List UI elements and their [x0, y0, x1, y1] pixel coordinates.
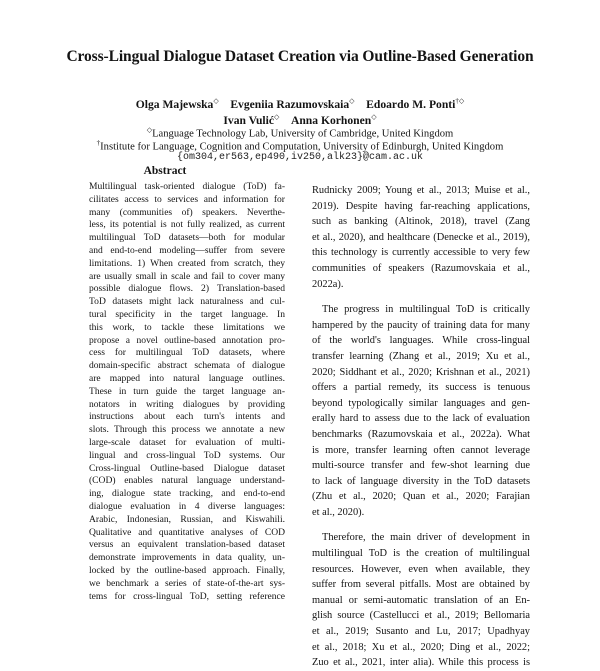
body-line: (Zhu et al., 2020; Quan et al., 2020; Farajian	[312, 491, 530, 503]
body-line: beyond typologically similar languages and gen-	[312, 397, 530, 409]
abstract-line: cess for multilingual ToD datasets, where	[89, 347, 285, 359]
body-line: manual or semi-automatic translation of an En-	[312, 594, 530, 606]
author-name: Olga Majewska	[135, 97, 214, 111]
body-line: resources. However, even when available, they	[312, 563, 530, 575]
body-line: 2022a).	[312, 278, 344, 290]
paragraph-gap	[312, 520, 530, 530]
abstract-line: (COD) enables natural language understand-	[89, 475, 285, 487]
body-paragraph	[312, 183, 530, 292]
abstract-line: large-scale dataset for evaluation of multi-	[89, 436, 285, 448]
author-line-2	[0, 113, 600, 127]
body-paragraph	[312, 530, 530, 670]
abstract-line: demonstrate improvements in data quality, un-	[89, 552, 285, 564]
abstract-line: lingual and cross-lingual ToD systems. Our	[89, 449, 285, 461]
affiliation-2	[0, 139, 600, 153]
body-line: of the world's languages. While cross-lingual	[312, 335, 530, 347]
abstract-line: possible dialogue flows. 2) Translation-based	[89, 283, 285, 295]
body-line: such as banking (Altinok, 2018), travel (Zang	[312, 216, 530, 228]
affiliation-mark: †	[96, 139, 101, 147]
abstract-line: Multilingual task-oriented dialogue (ToD) fa-	[89, 181, 285, 192]
abstract-line: dialogue evaluation in 4 diverse languages:	[89, 500, 285, 512]
body-paragraph	[312, 302, 530, 520]
body-line: et al., 2020), and healthcare (Denecke et al., 2019),	[312, 231, 530, 243]
body-line: to lack of language diversity in the ToD datasets	[312, 475, 530, 487]
body-line: communities of speakers (Razumovskaia et al.,	[312, 262, 530, 274]
paper-title: Cross-Lingual Dialogue Dataset Creation via Outline-Based Generation	[66, 48, 534, 65]
abstract-line: we benchmark a series of state-of-the-art sys-	[89, 577, 285, 589]
author-mark: ◇	[274, 113, 280, 121]
affiliation-text: Institute for Language, Cognition and Computation, University of Edinburgh, United Kingdom	[100, 141, 504, 153]
abstract-heading: Abstract	[143, 165, 187, 177]
abstract-line: notators in writing dialogues by providing	[89, 398, 285, 410]
author-mark: †◇	[455, 97, 465, 105]
body-line: The progress in multilingual ToD is critically	[322, 304, 530, 316]
author-mark: ◇	[371, 113, 377, 121]
abstract-line: limitations. 1) When created from scratch, they	[89, 257, 285, 269]
abstract-line: locked by the outline-based approach. Finally,	[89, 564, 285, 576]
abstract-line: domain-specific abstract schemata of dialogue	[89, 360, 285, 372]
abstract-line: propose a novel outline-based annotation pro-	[89, 334, 285, 346]
body-line: et al., 2018; Xu et al., 2020; Ding et al., 2022;	[312, 641, 530, 653]
affiliation-mark: ◇	[146, 126, 153, 134]
body-line: 2020; Siddhant et al., 2020; Krishnan et al., 2021)	[312, 366, 530, 378]
abstract-line: less, its potential is not fully realized, as current	[89, 219, 285, 231]
abstract-line: Cross-lingual Outline-based Dialogue dataset	[89, 462, 285, 474]
abstract-line: These in turn guide the target language an-	[89, 385, 285, 397]
author-emails: {om304,er563,ep490,iv250,alk23}@cam.ac.uk	[176, 152, 424, 163]
abstract-line: ing, dialogue state tracking, and end-to-end	[89, 488, 285, 500]
abstract-line: this work, to tackle these limitations we	[89, 321, 285, 333]
affiliation-text: Language Technology Lab, University of Cambridge, United Kingdom	[152, 128, 454, 140]
abstract-line: are mapped into natural language outlines.	[89, 372, 285, 384]
abstract-line: cilitates access to services and information for	[89, 193, 285, 205]
author-name: Evgeniia Razumovskaia	[230, 97, 350, 111]
abstract-line: are usually small in scale and fail to cover many	[89, 270, 285, 282]
abstract-line: and end-to-end modeling—suffer from severe	[89, 244, 285, 256]
abstract-body	[89, 181, 285, 603]
abstract-line: instructions about each turn's intents and	[89, 411, 285, 423]
author-name: Anna Korhonen	[290, 113, 372, 127]
body-line: et al., 2019; Susanto and Lu, 2017; Upadhyay	[312, 626, 530, 638]
paragraph-gap	[312, 292, 530, 302]
abstract-line: versus an equivalent translation-based dataset	[89, 539, 285, 551]
author-line-1	[0, 97, 600, 111]
body-line: erally hard to assess due to the lack of evaluation	[312, 413, 530, 425]
abstract-line: slots. Through this process we annotate a new	[89, 424, 285, 436]
body-line: 2019). Despite having far-reaching applications,	[312, 200, 530, 212]
body-line: is more, transfer learning often cannot leverage	[312, 444, 530, 456]
body-line: suffer from several pitfalls. Most are obtained by	[312, 579, 530, 591]
body-line: Therefore, the main driver of development in	[322, 532, 530, 544]
body-line: et al., 2020).	[312, 506, 365, 518]
body-line: hampered by the paucity of training data for many	[312, 319, 530, 331]
body-line: benchmarks (Razumovskaia et al., 2022a). What	[312, 428, 530, 440]
body-line: transfer learning (Zhang et al., 2019; Xu et al.,	[312, 350, 530, 362]
body-line: Rudnicky 2009; Young et al., 2013; Muise et al.,	[312, 185, 530, 196]
abstract-line: multilingual ToD datasets—both for modular	[89, 232, 285, 244]
body-line: Zuo et al., 2021, inter alia). While this process is	[312, 657, 530, 669]
author-mark: ◇	[213, 97, 219, 105]
body-line: offers a partial remedy, its success is tenuous	[312, 382, 530, 394]
author-name: Ivan Vulić	[223, 113, 274, 127]
author-name: Edoardo M. Ponti	[366, 97, 456, 111]
body-line: glish source (Castellucci et al., 2019; Bellomaria	[312, 610, 530, 622]
body-line: multilingual ToD is the creation of multilingual	[312, 548, 530, 560]
body-line: this technology is currently accessible to very few	[312, 247, 530, 259]
abstract-line: tems for cross-lingual ToD, setting reference	[89, 590, 285, 602]
abstract-line: Arabic, Indonesian, Russian, and Kiswahili.	[89, 513, 285, 525]
abstract-line: many (communities of) speakers. Neverthe-	[89, 206, 285, 218]
abstract-line: tural specificity in the target language. In	[89, 308, 285, 320]
body-line: multi-source transfer and few-shot learning due	[312, 460, 530, 472]
abstract-line: Qualitative and quantitative analyses of COD	[89, 526, 285, 538]
author-mark: ◇	[349, 97, 355, 105]
abstract-line: ToD datasets might lack naturalness and cul-	[89, 296, 285, 308]
body-text-right-column	[312, 183, 530, 671]
affiliation-1	[0, 126, 600, 140]
